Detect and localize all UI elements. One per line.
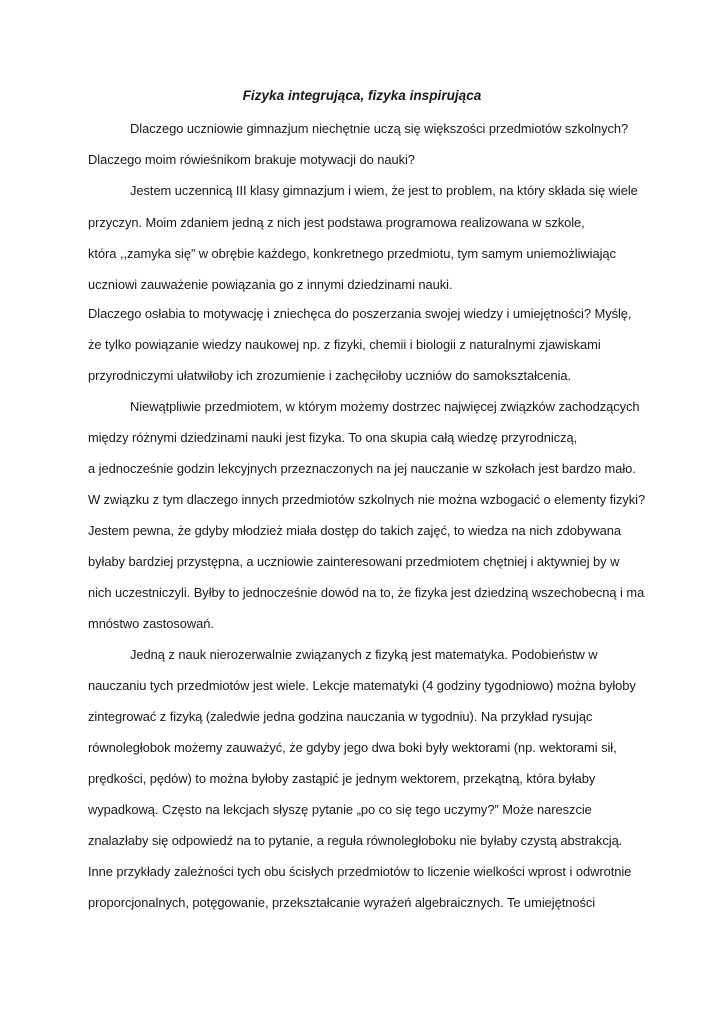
text-line: uczniowi zauważenie powiązania go z innymi dziedzinami nauki.: [88, 277, 453, 292]
text-line: wypadkową. Często na lekcjach słyszę pytanie „po co się tego uczymy?” Może nareszcie: [88, 802, 592, 817]
text-line: nich uczestniczyli. Byłby to jednocześnie dowód na to, że fizyka jest dziedziną wszechobecną i ma: [88, 585, 645, 600]
document-title: Fizyka integrująca, fizyka inspirująca: [242, 88, 482, 103]
text-line: Dlaczego uczniowie gimnazjum niechętnie uczą się większości przedmiotów szkolnych?: [130, 121, 629, 136]
text-line: Inne przykłady zależności tych obu ścisłych przedmiotów to liczenie wielkości wprost i odwrotnie: [88, 864, 632, 879]
text-line: przyrodniczymi ułatwiłoby ich zrozumienie i zachęciłoby uczniów do samokształcenia.: [88, 368, 572, 383]
text-line: proporcjonalnych, potęgowanie, przekształcanie wyrażeń algebraicznych. Te umiejętności: [88, 895, 596, 910]
text-line: równoległobok możemy zauważyć, że gdyby jego dwa boki były wektorami (np. wektorami sił,: [88, 740, 617, 755]
text-line: Niewątpliwie przedmiotem, w którym możemy dostrzec najwięcej związków zachodzących: [130, 399, 640, 414]
text-line: która ,,zamyka się” w obrębie każdego, konkretnego przedmiotu, tym samym uniemożliwiając: [88, 246, 616, 261]
text-line: przyczyn. Moim zdaniem jedną z nich jest podstawa programowa realizowana w szkole,: [88, 215, 585, 230]
text-line: Jedną z nauk nierozerwalnie związanych z fizyką jest matematyka. Podobieństw w: [130, 647, 598, 662]
text-line: W związku z tym dlaczego innych przedmiotów szkolnych nie można wzbogacić o elementy fizyki?: [88, 492, 646, 507]
text-line: zintegrować z fizyką (zaledwie jedna godzina nauczania w tygodniu). Na przykład rysując: [88, 709, 593, 724]
text-line: między różnymi dziedzinami nauki jest fizyka. To ona skupia całą wiedzę przyrodniczą,: [88, 430, 578, 445]
text-line: Dlaczego moim rówieśnikom brakuje motywacji do nauki?: [88, 152, 415, 167]
text-line: znalazłaby się odpowiedź na to pytanie, a reguła równoległoboku nie byłaby czystą abstrakcją.: [88, 833, 623, 848]
text-line: byłaby bardziej przystępna, a uczniowie zainteresowani przedmiotem chętniej i aktywniej by w: [88, 554, 620, 569]
text-line: nauczaniu tych przedmiotów jest wiele. Lekcje matematyki (4 godziny tygodniowo) można byłoby: [88, 678, 636, 693]
text-line: Dlaczego osłabia to motywację i zniechęca do poszerzania swojej wiedzy i umiejętności? Myślę,: [88, 306, 632, 321]
text-line: że tylko powiązanie wiedzy naukowej np. z fizyki, chemii i biologii z naturalnymi zjawiskami: [88, 337, 601, 352]
text-line: mnóstwo zastosowań.: [88, 616, 214, 631]
text-line: Jestem uczennicą III klasy gimnazjum i wiem, że jest to problem, na który składa się wiele: [130, 183, 638, 198]
text-line: Jestem pewna, że gdyby młodzież miała dostęp do takich zajęć, to wiedza na nich zdobywana: [88, 523, 621, 538]
text-line: prędkości, pędów) to można byłoby zastąpić je jednym wektorem, przekątną, która byłaby: [88, 771, 596, 786]
text-line: a jednocześnie godzin lekcyjnych przeznaczonych na jej nauczanie w szkołach jest bardzo mało.: [88, 461, 636, 476]
